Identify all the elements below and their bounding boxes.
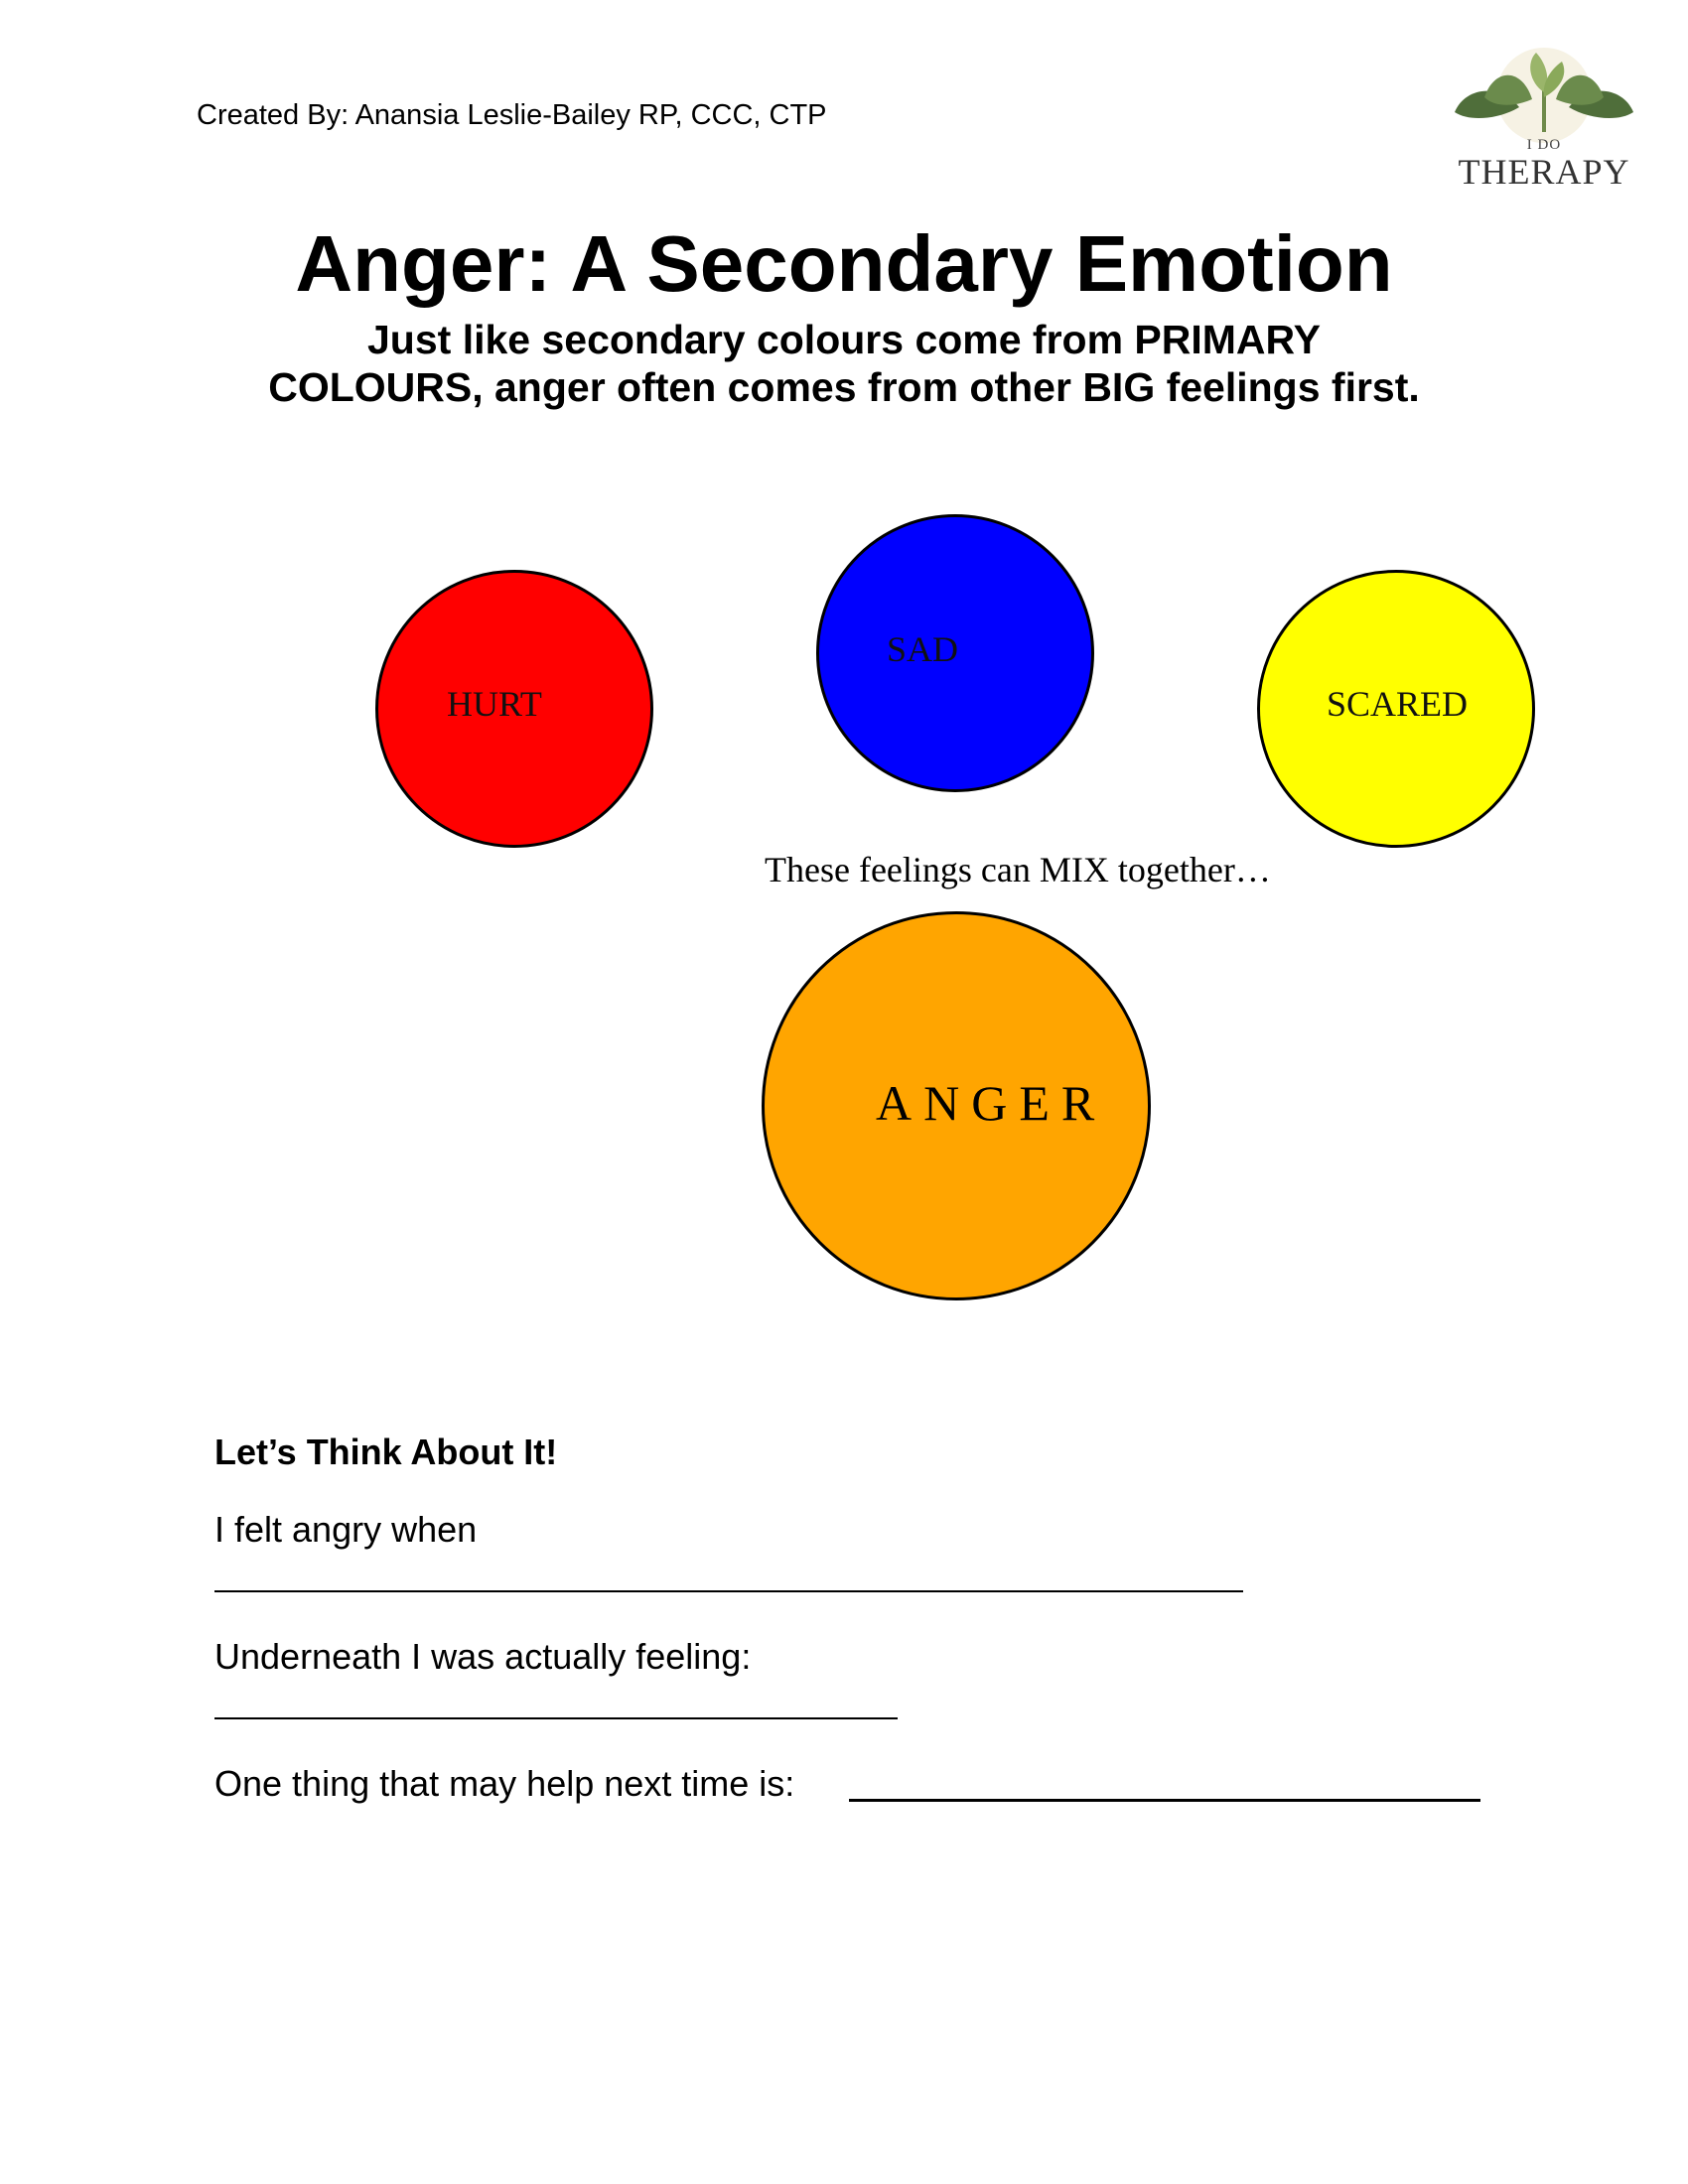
scared-label: SCARED [1327,684,1469,724]
anger-label: ANGER [876,1075,1107,1131]
sad-label: SAD [887,629,959,669]
logo-small-text: I DO [1526,137,1562,153]
subtitle-line-2: COLOURS, anger often comes from other BIG feelings first. [268,364,1420,410]
prompt-felt-angry: I felt angry when [214,1509,478,1550]
answer-line-felt-angry[interactable] [214,1590,1243,1592]
answer-line-help-next-time[interactable] [849,1799,1480,1802]
leaf-logo-icon [1445,38,1643,147]
mix-caption: These feelings can MIX together… [765,850,1271,889]
reflection-heading: Let’s Think About It! [214,1432,558,1472]
logo-brand-text: THERAPY [1458,152,1630,192]
answer-line-underneath-feeling[interactable] [214,1717,898,1719]
prompt-help-next-time: One thing that may help next time is: [214,1763,795,1804]
hurt-label: HURT [447,684,542,724]
subtitle [0,316,1688,411]
subtitle-line-1: Just like secondary colours come from PRIMARY [367,317,1321,362]
page-title: Anger: A Secondary Emotion [295,219,1393,308]
prompt-underneath-feeling: Underneath I was actually feeling: [214,1636,752,1677]
therapy-logo [1445,38,1643,197]
creator-credit: Created By: Anansia Leslie-Bailey RP, CCC, CTP [197,99,827,131]
